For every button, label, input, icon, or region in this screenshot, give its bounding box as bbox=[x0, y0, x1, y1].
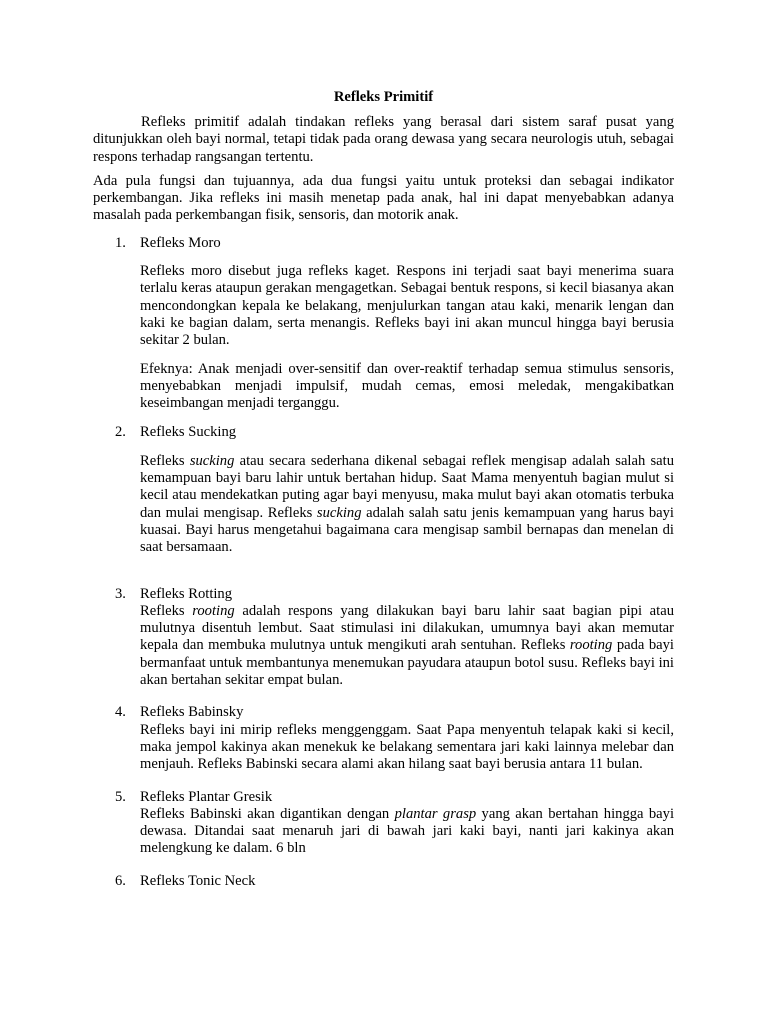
italic-term: rooting bbox=[569, 637, 613, 654]
list-item-plantar bbox=[93, 789, 674, 858]
list-item-number: 1. bbox=[115, 234, 126, 251]
reflex-list bbox=[93, 235, 674, 890]
italic-term: sucking bbox=[316, 504, 362, 521]
document-title: Refleks Primitif bbox=[333, 89, 434, 105]
text-segment: Refleks Babinski akan digantikan dengan bbox=[140, 805, 395, 822]
text-segment: atau secara sederhana dikenal sebagai reflek mengisap adalah salah satu kemampuan bayi baru lahir untuk bertahan hidup. Saat Mama menyentuh bagian mulut si kecil atau mendekatkan puting agar bayi menyusu, maka mulut bayi akan otomatis terbuka dan mulai mengisap. Refleks bbox=[140, 452, 674, 521]
list-item-number: 3. bbox=[115, 585, 126, 602]
intro-paragraph: Refleks primitif adalah tindakan refleks yang berasal dari sistem saraf pusat yang ditunjukkan oleh bayi normal, tetapi tidak pada orang dewasa yang secara neurologis utuh, sebagai respons terhadap rangsangan tertentu. bbox=[93, 114, 674, 165]
text-segment: pada bayi bermanfaat untuk membantunya menemukan payudara ataupun botol susu. Refleks bayi ini akan bertahan sekitar empat bulan. bbox=[140, 637, 674, 689]
text-segment: adalah respons yang dilakukan bayi baru lahir saat bagian pipi atau mulutnya disentuh lembut. Saat stimulasi ini dilakukan, umumnya bayi akan memutar kepala dan membuka mulutnya untuk mengikuti arah sentuhan. Refleks bbox=[140, 602, 674, 654]
text-segment: Refleks bbox=[140, 602, 193, 619]
list-item-body bbox=[140, 603, 674, 689]
text-segment: adalah salah satu jenis kemampuan yang harus bayi kuasai. Bayi harus mengetahui bagaimana cara mengisap sambil bernapas dan menelan di saat bersamaan. bbox=[140, 504, 674, 556]
italic-term: sucking bbox=[189, 452, 235, 469]
list-item-number: 2. bbox=[115, 424, 126, 441]
document-page bbox=[93, 88, 674, 890]
list-item-number: 5. bbox=[115, 788, 126, 805]
list-item-body bbox=[140, 806, 674, 858]
function-paragraph: Ada pula fungsi dan tujuannya, ada dua fungsi yaitu untuk proteksi dan sebagai indikator perkembangan. Jika refleks ini masih menetap pada anak, hal ini dapat menyebabkan adanya masalah pada perkembangan fisik, sensoris, dan motorik anak. bbox=[93, 172, 674, 224]
list-item-sucking bbox=[93, 424, 674, 556]
text-segment: yang akan bertahan hingga bayi dewasa. Ditandai saat menaruh jari di bawah jari kaki bayi, nanti jari kakinya akan melengkung ke dalam. 6 bln bbox=[140, 805, 675, 857]
list-item-babinsky bbox=[93, 704, 674, 773]
italic-term: rooting bbox=[192, 602, 235, 619]
list-item-title: Refleks Sucking bbox=[140, 424, 237, 441]
list-item-title: Refleks Babinsky bbox=[140, 704, 244, 721]
list-item-number: 4. bbox=[115, 704, 126, 721]
list-item-title: Refleks Plantar Gresik bbox=[140, 788, 273, 805]
list-item-rotting bbox=[93, 586, 674, 690]
list-item-effect: Efeknya: Anak menjadi over-sensitif dan over-reaktif terhadap semua stimulus sensoris, menyebabkan menjadi impulsif, mudah cemas, emosi meledak, mengakibatkan keseimbangan menjadi terganggu. bbox=[140, 360, 674, 412]
list-item-title: Refleks Tonic Neck bbox=[140, 872, 256, 889]
list-item-body: Refleks moro disebut juga refleks kaget. Respons ini terjadi saat bayi menerima suara terlalu keras ataupun gerakan mengagetkan. Sebagai bentuk respons, si kecil biasanya akan mencondongkan kepala ke belakang, menjulurkan tangan atau kaki, menarik lengan dan kaki ke bagian dalam, serta menangis. Refleks bayi ini akan muncul hingga bayi berusia sekitar 2 bulan. bbox=[140, 263, 674, 349]
italic-term: plantar grasp bbox=[394, 805, 477, 822]
list-item-title: Refleks Moro bbox=[140, 234, 221, 251]
list-item-body bbox=[140, 453, 674, 557]
list-item-body: Refleks bayi ini mirip refleks menggenggam. Saat Papa menyentuh telapak kaki si kecil, maka jempol kakinya akan menekuk ke belakang sementara jari kaki lainnya melebar dan menjauh. Refleks Babinski secara alami akan hilang saat bayi berusia antara 11 bulan. bbox=[140, 721, 674, 773]
list-item-title: Refleks Rotting bbox=[140, 585, 233, 602]
list-item-tonic-neck bbox=[93, 873, 674, 890]
list-item-moro bbox=[93, 235, 674, 413]
list-item-number: 6. bbox=[115, 872, 126, 889]
text-segment: Refleks bbox=[140, 452, 190, 469]
